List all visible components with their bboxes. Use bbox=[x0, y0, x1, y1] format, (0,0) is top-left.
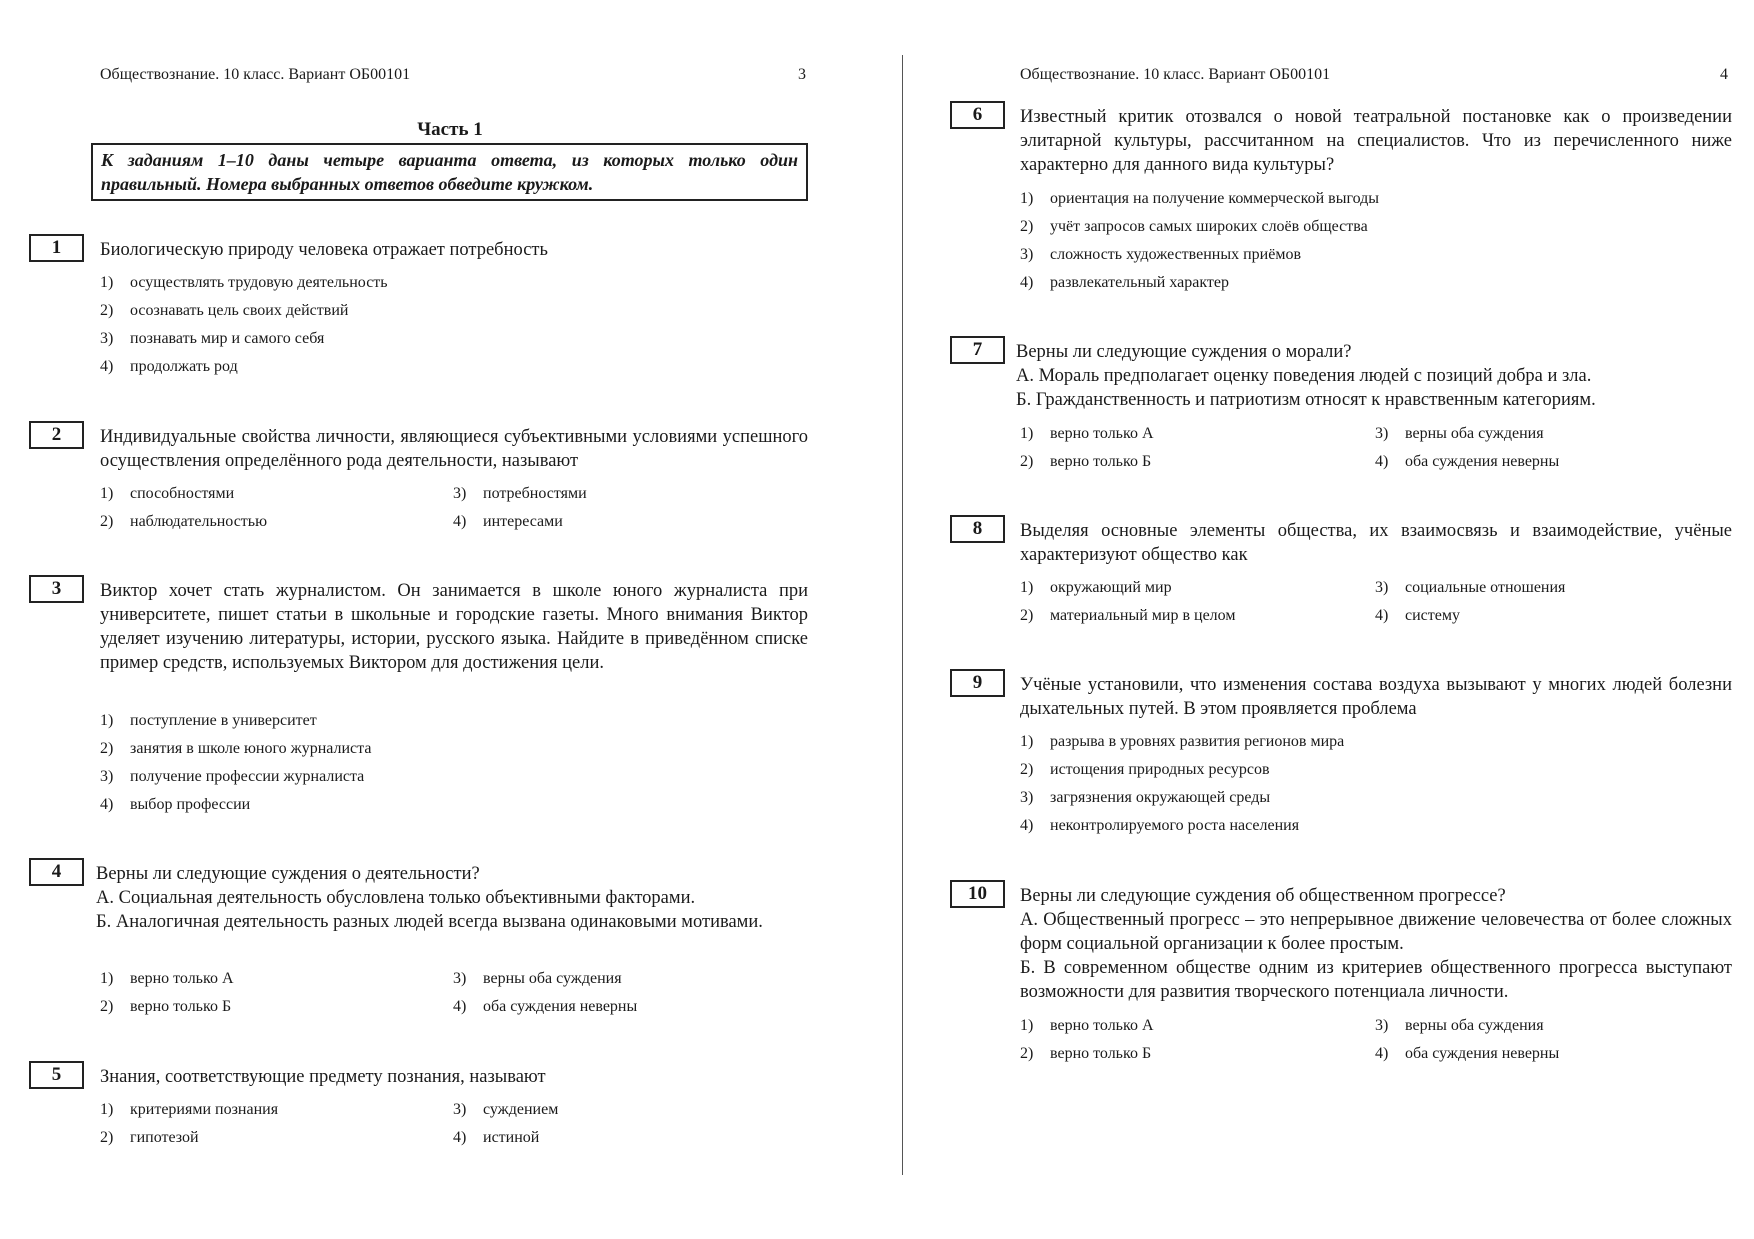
question-number-3: 3 bbox=[29, 575, 84, 603]
question-text-5: Знания, соответствующие предмету познания, называют bbox=[100, 1067, 546, 1087]
answer-option[interactable]: 2) верно только Б bbox=[100, 998, 232, 1015]
answer-option[interactable]: 4) продолжать род bbox=[100, 358, 238, 375]
question-text-9: Учёные установили, что изменения состава воздуха вызывают у многих людей болезни дыхательных путей. В этом проявляется проблема bbox=[1020, 675, 1732, 719]
question-text-1: Биологическую природу человека отражает потребность bbox=[100, 240, 548, 260]
answer-option[interactable]: 2) верно только Б bbox=[1020, 453, 1152, 470]
answer-option[interactable]: 4) оба суждения неверны bbox=[1375, 1045, 1560, 1062]
answer-option[interactable]: 2) истощения природных ресурсов bbox=[1020, 761, 1270, 778]
answer-option[interactable]: 1) окружающий мир bbox=[1020, 579, 1172, 596]
answer-option[interactable]: 3) суждением bbox=[453, 1101, 559, 1118]
question-number-6: 6 bbox=[950, 101, 1005, 129]
answer-option[interactable]: 1) поступление в университет bbox=[100, 712, 317, 729]
question-number-5: 5 bbox=[29, 1061, 84, 1089]
answer-option[interactable]: 3) сложность художественных приёмов bbox=[1020, 246, 1301, 263]
answer-option[interactable]: 2) осознавать цель своих действий bbox=[100, 302, 349, 319]
question-text-7: Верны ли следующие суждения о морали? А. Мораль предполагает оценку поведения людей с позиций добра и зла. Б. Гражданственность и патриотизм относят к нравственным категориям. bbox=[1016, 342, 1596, 410]
answer-option[interactable]: 3) верны оба суждения bbox=[1375, 1017, 1544, 1034]
question-text-6: Известный критик отозвался о новой театральной постановке как о произведении элитарной культуры, рассчитанном на специалистов. Что из перечисленного ниже характерно для данного вида культуры? bbox=[1020, 107, 1732, 175]
instruction-box: К заданиям 1–10 даны четыре варианта ответа, из которых только один правильный. Номера выбранных ответов обведите кружком. bbox=[91, 143, 808, 201]
answer-option[interactable]: 2) гипотезой bbox=[100, 1129, 199, 1146]
answer-option[interactable]: 4) оба суждения неверны bbox=[453, 998, 638, 1015]
answer-option[interactable]: 1) критериями познания bbox=[100, 1101, 279, 1118]
question-text-4: Верны ли следующие суждения о деятельности? А. Социальная деятельность обусловлена только объективными факторами. Б. Аналогичная деятельность разных людей всегда вызвана одинаковыми мотивами. bbox=[96, 864, 763, 932]
question-text-10: Верны ли следующие суждения об общественном прогрессе? А. Общественный прогресс – это непрерывное движение человечества от более сложных форм социальной организации к более простым. Б. В современном обществе одним из критериев общественного прогресса выступают возможности для развития творческого потенциала личности. bbox=[1020, 886, 1732, 1002]
answer-option[interactable]: 4) истиной bbox=[453, 1129, 540, 1146]
answer-option[interactable]: 1) разрыва в уровнях развития регионов мира bbox=[1020, 733, 1345, 750]
page-header: Обществознание. 10 класс. Вариант ОБ00101 bbox=[100, 66, 411, 83]
question-text-8: Выделяя основные элементы общества, их взаимосвязь и взаимодействие, учёные характеризуют общество как bbox=[1020, 521, 1732, 565]
answer-option[interactable]: 2) наблюдательностью bbox=[100, 513, 268, 530]
page-divider bbox=[902, 55, 903, 1175]
answer-option[interactable]: 1) верно только А bbox=[1020, 425, 1154, 442]
answer-option[interactable]: 4) развлекательный характер bbox=[1020, 274, 1229, 291]
question-number-1: 1 bbox=[29, 234, 84, 262]
answer-option[interactable]: 2) верно только Б bbox=[1020, 1045, 1152, 1062]
question-number-9: 9 bbox=[950, 669, 1005, 697]
answer-option[interactable]: 3) верны оба суждения bbox=[1375, 425, 1544, 442]
answer-option[interactable]: 1) способностями bbox=[100, 485, 235, 502]
question-number-7: 7 bbox=[950, 336, 1005, 364]
page-number: 3 bbox=[798, 66, 806, 83]
question-number-2: 2 bbox=[29, 421, 84, 449]
question-text-2: Индивидуальные свойства личности, являющиеся субъективными условиями успешного осуществления определённого рода деятельности, называют bbox=[100, 427, 808, 471]
question-text-3: Виктор хочет стать журналистом. Он занимается в школе юного журналиста при университете, пишет статьи в школьные и городские газеты. Много внимания Виктор уделяет изучению литературы, истории, русского языка. Найдите в приведённом списке пример средств, используемых Виктором для достижения цели. bbox=[100, 581, 808, 673]
answer-option[interactable]: 3) загрязнения окружающей среды bbox=[1020, 789, 1271, 806]
answer-option[interactable]: 4) оба суждения неверны bbox=[1375, 453, 1560, 470]
answer-option[interactable]: 3) потребностями bbox=[453, 485, 587, 502]
question-number-8: 8 bbox=[950, 515, 1005, 543]
question-number-10: 10 bbox=[950, 880, 1005, 908]
answer-option[interactable]: 3) социальные отношения bbox=[1375, 579, 1566, 596]
answer-option[interactable]: 2) занятия в школе юного журналиста bbox=[100, 740, 372, 757]
answer-option[interactable]: 4) систему bbox=[1375, 607, 1460, 624]
question-number-4: 4 bbox=[29, 858, 84, 886]
answer-option[interactable]: 4) неконтролируемого роста населения bbox=[1020, 817, 1300, 834]
part-title: Часть 1 bbox=[417, 119, 483, 140]
answer-option[interactable]: 3) получение профессии журналиста bbox=[100, 768, 365, 785]
answer-option[interactable]: 3) познавать мир и самого себя bbox=[100, 330, 325, 347]
answer-option[interactable]: 2) материальный мир в целом bbox=[1020, 607, 1236, 624]
answer-option[interactable]: 4) интересами bbox=[453, 513, 563, 530]
page-number: 4 bbox=[1720, 66, 1728, 83]
answer-option[interactable]: 1) ориентация на получение коммерческой выгоды bbox=[1020, 190, 1380, 207]
page-header: Обществознание. 10 класс. Вариант ОБ00101 bbox=[1020, 66, 1331, 83]
answer-option[interactable]: 2) учёт запросов самых широких слоёв общества bbox=[1020, 218, 1368, 235]
answer-option[interactable]: 1) верно только А bbox=[1020, 1017, 1154, 1034]
right-page bbox=[905, 0, 1754, 1239]
answer-option[interactable]: 4) выбор профессии bbox=[100, 796, 251, 813]
answer-option[interactable]: 1) осуществлять трудовую деятельность bbox=[100, 274, 388, 291]
answer-option[interactable]: 3) верны оба суждения bbox=[453, 970, 622, 987]
answer-option[interactable]: 1) верно только А bbox=[100, 970, 234, 987]
